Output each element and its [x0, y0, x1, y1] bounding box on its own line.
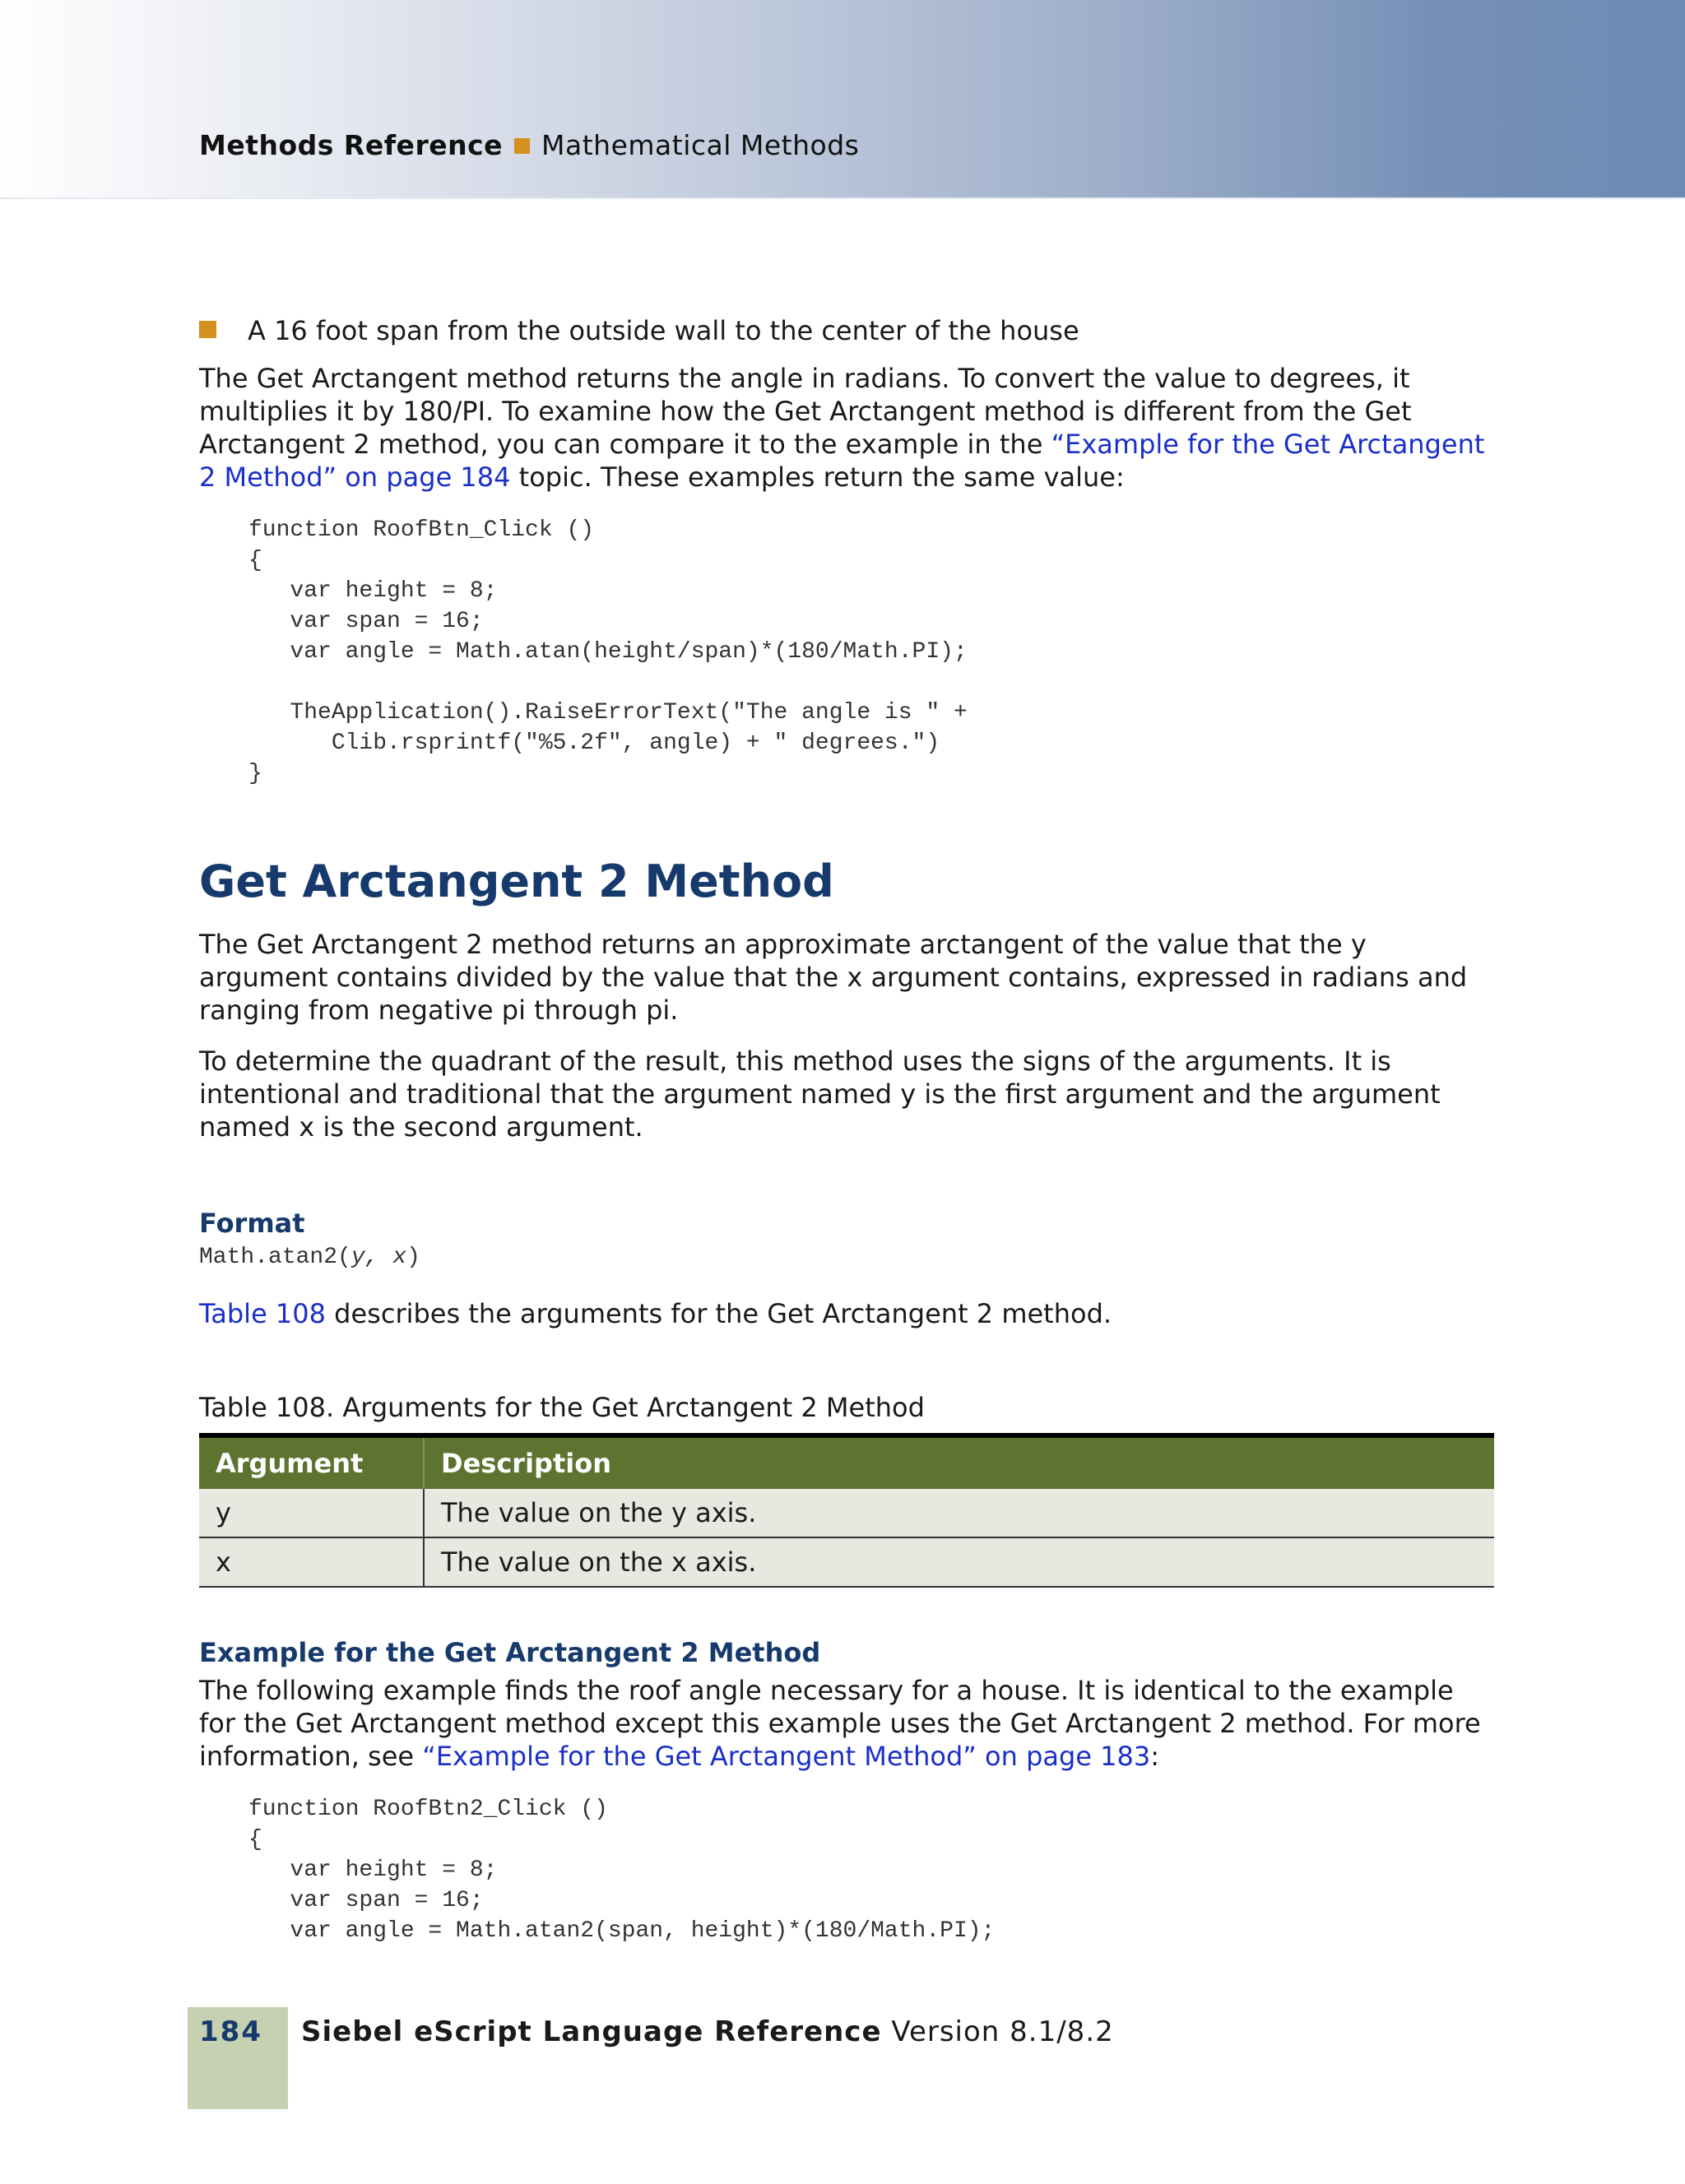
intro-text: The Get Arctangent method returns the angle in radians. To convert the value to degrees, it multiplies it by 180/PI. To examine how the Get Arctangent method is different from the Get Arctangent 2 method, you can compare it to the example in the	[199, 363, 1412, 460]
table-header-row	[199, 1435, 1494, 1489]
table-reference	[199, 1297, 1491, 1330]
section-paragraph-2: To determine the quadrant of the result, this method uses the signs of the arguments. It is intentional and traditional that the argument named y is the first argument and the argument named x is the second argument.	[199, 1046, 1441, 1143]
example-text: The following example finds the roof angle necessary for a house. It is identical to the example for the Get Arctangent method except this example uses the Get Arctangent 2 method. For more information, see	[199, 1675, 1481, 1772]
breadcrumb-separator-icon	[514, 138, 530, 154]
table-header-argument: Argument	[199, 1435, 424, 1489]
code-roofbtn2-click: function RoofBtn2_Click () { var height = 8; var span = 16; var angle = Math.atan2(span, height)*(180/Math.PI);	[248, 1797, 996, 1944]
table-cell-description: The value on the x axis.	[424, 1537, 1494, 1587]
table-cell-argument: y	[199, 1489, 424, 1537]
table-row	[199, 1537, 1494, 1587]
code-block-1	[248, 515, 1540, 789]
footer-page-number: 184	[199, 2015, 262, 2048]
code-roofbtn-click: function RoofBtn_Click () { var height = 8; var span = 16; var angle = Math.atan(height/span)*(180/Math.PI); TheApplication().RaiseErrorText("The angle is " + Clib.rsprintf("%5.2f", angle) + " degrees.") }	[248, 517, 968, 786]
table-cell-description: The value on the y axis.	[424, 1489, 1494, 1537]
section-paragraph-1: The Get Arctangent 2 method returns an approximate arctangent of the value that the y argument contains divided by the value that the x argument contains, expressed in radians and ranging from negative pi through pi.	[199, 929, 1468, 1026]
format-heading: Format	[199, 1208, 305, 1239]
format-code-prefix: Math.atan2(	[199, 1245, 351, 1270]
intro-paragraph-block	[199, 362, 1491, 494]
table-reference-sentence	[199, 1297, 1491, 1330]
bullet-item	[199, 315, 1079, 346]
example-paragraph-block	[199, 1674, 1491, 1773]
table-108-link[interactable]: Table 108	[199, 1298, 326, 1329]
table-row	[199, 1489, 1494, 1537]
example-atan-link[interactable]: “Example for the Get Arctangent Method” on page 183	[422, 1741, 1151, 1772]
section-description	[199, 928, 1491, 1143]
bullet-text: A 16 foot span from the outside wall to the center of the house	[248, 315, 1079, 346]
breadcrumb-section: Methods Reference	[199, 129, 504, 161]
section-title: Get Arctangent 2 Method	[199, 856, 834, 907]
bullet-square-icon	[199, 321, 216, 338]
footer-version: Version 8.1/8.2	[881, 2015, 1114, 2048]
table-caption: Table 108. Arguments for the Get Arctangent 2 Method	[199, 1392, 925, 1423]
breadcrumb-subsection: Mathematical Methods	[541, 129, 860, 161]
format-arg-x: x	[392, 1245, 407, 1270]
code-block-2	[248, 1794, 1540, 1946]
footer-book-title	[301, 2015, 1114, 2048]
format-syntax	[199, 1245, 420, 1270]
example-atan2-link[interactable]: “Example for the Get Arctangent 2 Method” on page 184	[199, 429, 1485, 493]
example-heading: Example for the Get Arctangent 2 Method	[199, 1637, 821, 1668]
example-paragraph	[199, 1674, 1491, 1773]
header-divider	[0, 197, 1685, 199]
breadcrumb	[199, 129, 859, 161]
intro-text-end: topic. These examples return the same value:	[510, 461, 1125, 493]
format-arg-y: y,	[350, 1245, 379, 1270]
table-header-description: Description	[424, 1435, 1494, 1489]
footer-book-name: Siebel eScript Language Reference	[301, 2015, 882, 2048]
example-text-end: :	[1150, 1741, 1160, 1772]
table-cell-argument: x	[199, 1537, 424, 1587]
arguments-table	[199, 1433, 1494, 1588]
format-code-suffix: )	[406, 1245, 420, 1270]
header-band	[0, 0, 1685, 197]
table-reference-text: describes the arguments for the Get Arctangent 2 method.	[326, 1298, 1112, 1329]
intro-paragraph	[199, 362, 1491, 494]
